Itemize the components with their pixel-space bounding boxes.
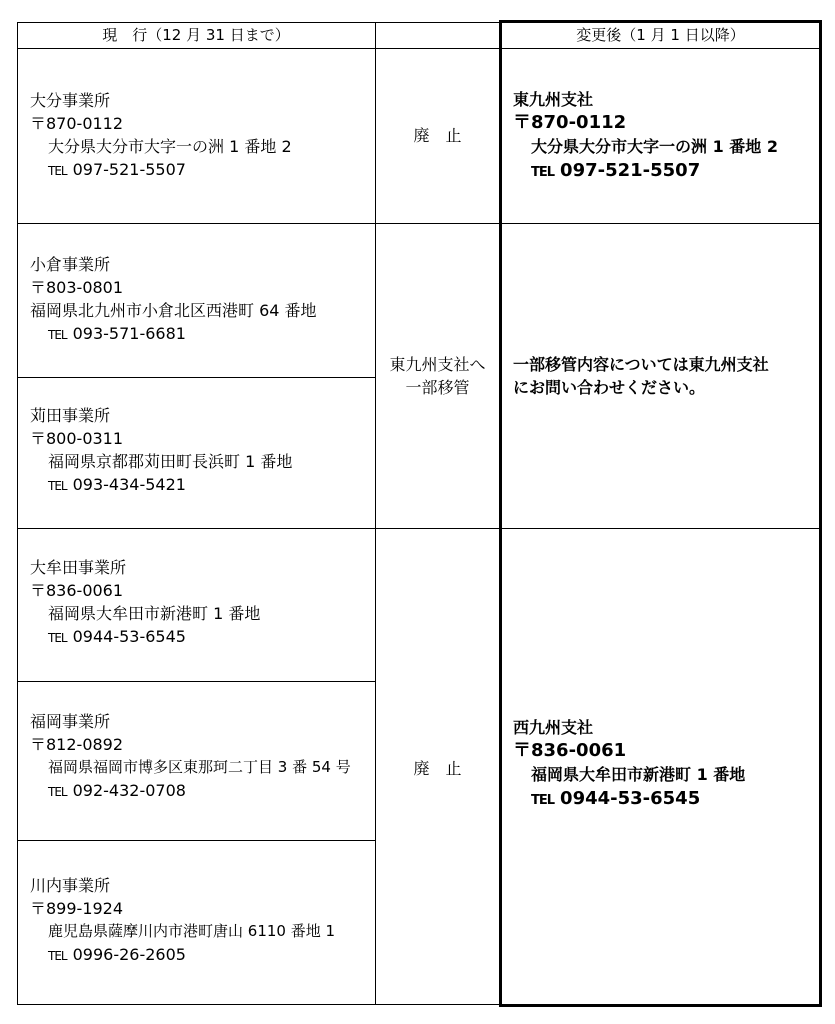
note-line1: 一部移管内容については東九州支社 bbox=[513, 355, 769, 374]
branch-tel bbox=[513, 159, 778, 185]
office-zip: 〒812-0892 bbox=[30, 735, 124, 754]
tel-icon: TEL bbox=[48, 631, 67, 645]
office-fukuoka bbox=[30, 710, 351, 804]
branch-name: 西九州支社 bbox=[513, 718, 594, 737]
office-kokura bbox=[30, 253, 317, 347]
action-abolish-west: 廃 止 bbox=[413, 759, 462, 778]
office-name: 大牟田事業所 bbox=[30, 558, 127, 577]
branch-address: 福岡県大牟田市新港町 1 番地 bbox=[531, 765, 746, 784]
office-address: 福岡県北九州市小倉北区西港町 64 番地 bbox=[30, 301, 317, 320]
office-tel bbox=[30, 473, 292, 498]
office-address: 福岡県京都郡苅田町長浜町 1 番地 bbox=[48, 452, 293, 471]
action-partial-line2: 一部移管 bbox=[405, 378, 470, 397]
office-name: 苅田事業所 bbox=[30, 406, 111, 425]
office-tel bbox=[30, 322, 317, 347]
branch-tel bbox=[513, 787, 745, 813]
office-name: 川内事業所 bbox=[30, 876, 111, 895]
tel-number: 0944-53-6545 bbox=[560, 788, 701, 809]
tel-icon: TEL bbox=[531, 793, 555, 808]
grid-line bbox=[375, 22, 376, 1005]
tel-number: 093-434-5421 bbox=[72, 475, 186, 494]
office-kanda bbox=[30, 404, 292, 498]
tel-number: 0944-53-6545 bbox=[72, 627, 186, 646]
branch-east bbox=[513, 89, 778, 185]
tel-number: 093-571-6681 bbox=[72, 324, 186, 343]
office-zip: 〒870-0112 bbox=[30, 114, 124, 133]
grid-line bbox=[17, 681, 375, 682]
office-zip: 〒899-1924 bbox=[30, 899, 124, 918]
tel-number: 092-432-0708 bbox=[72, 781, 186, 800]
office-address: 福岡県福岡市博多区東那珂二丁目 3 番 54 号 bbox=[48, 758, 351, 776]
office-address: 大分県大分市大字一の洲 1 番地 2 bbox=[48, 137, 292, 156]
branch-address: 大分県大分市大字一の洲 1 番地 2 bbox=[531, 137, 778, 156]
office-address: 福岡県大牟田市新港町 1 番地 bbox=[48, 604, 261, 623]
office-tel bbox=[30, 625, 260, 650]
tel-icon: TEL bbox=[48, 164, 67, 178]
grid-line bbox=[17, 840, 375, 841]
branch-zip: 〒870-0112 bbox=[513, 112, 627, 133]
branch-zip: 〒836-0061 bbox=[513, 740, 627, 761]
tel-icon: TEL bbox=[531, 165, 555, 180]
action-abolish-oita: 廃 止 bbox=[413, 126, 462, 145]
tel-icon: TEL bbox=[48, 785, 67, 799]
branch-west bbox=[513, 717, 745, 813]
office-zip: 〒803-0801 bbox=[30, 278, 124, 297]
office-oita bbox=[30, 89, 292, 183]
tel-icon: TEL bbox=[48, 479, 67, 493]
office-sendai bbox=[30, 874, 335, 968]
grid-line bbox=[17, 377, 375, 378]
office-name: 福岡事業所 bbox=[30, 712, 111, 731]
tel-number: 097-521-5507 bbox=[560, 160, 701, 181]
office-name: 小倉事業所 bbox=[30, 255, 111, 274]
office-address: 鹿児島県薩摩川内市港町唐山 6110 番地 1 bbox=[48, 922, 336, 940]
office-name: 大分事業所 bbox=[30, 91, 111, 110]
note-line2: にお問い合わせください。 bbox=[513, 378, 706, 397]
partial-transfer-note bbox=[513, 353, 769, 399]
grid-line bbox=[17, 22, 18, 1005]
header-current: 現 行（12 月 31 日まで） bbox=[102, 26, 290, 44]
office-zip: 〒800-0311 bbox=[30, 429, 124, 448]
office-tel bbox=[30, 943, 335, 968]
tel-number: 0996-26-2605 bbox=[72, 945, 186, 964]
branch-name: 東九州支社 bbox=[513, 90, 594, 109]
action-partial-line1: 東九州支社へ bbox=[389, 355, 486, 374]
tel-icon: TEL bbox=[48, 949, 67, 963]
office-tel bbox=[30, 779, 351, 804]
header-after: 変更後（1 月 1 日以降） bbox=[576, 26, 745, 44]
tel-icon: TEL bbox=[48, 328, 67, 342]
tel-number: 097-521-5507 bbox=[72, 160, 186, 179]
office-omuta bbox=[30, 556, 260, 650]
action-partial-transfer bbox=[376, 353, 499, 399]
office-tel bbox=[30, 158, 292, 183]
office-zip: 〒836-0061 bbox=[30, 581, 124, 600]
